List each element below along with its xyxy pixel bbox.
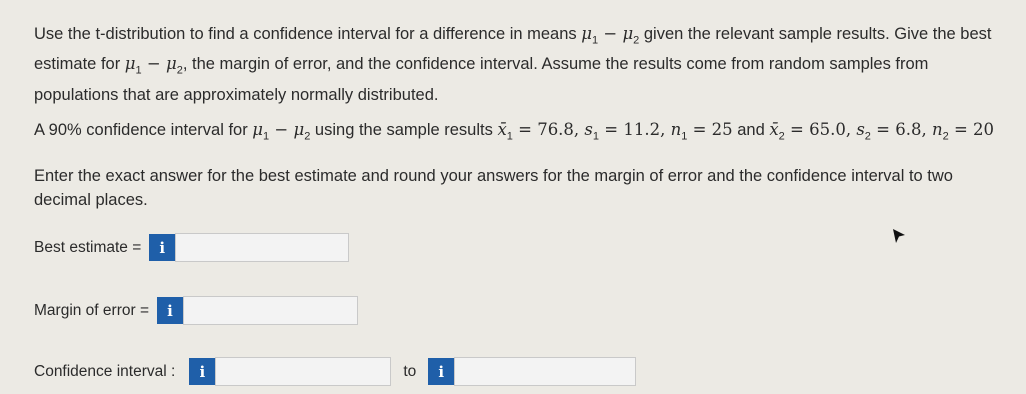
info-icon[interactable]: i	[157, 297, 183, 324]
x2-bar: x̄	[769, 120, 779, 139]
x1-bar: x̄	[497, 120, 507, 139]
answer-instructions: Enter the exact answer for the best estimate and round your answers for the margin of error and the confidence interval to two decimal places.	[34, 167, 953, 209]
confidence-interval-label: Confidence interval :	[34, 362, 176, 380]
ci-upper-input[interactable]	[454, 357, 636, 386]
margin-of-error-label: Margin of error =	[34, 301, 150, 319]
instructions-line-1: Use the t-distribution to find a confidence interval for a difference in means $\mu_1 - \mu_2$ given the relevant sample results. Give the best	[34, 24, 992, 47]
info-icon[interactable]: i	[428, 358, 454, 385]
info-icon[interactable]: i	[189, 358, 215, 385]
instructions-line-2: estimate for $\mu_1 - \mu_2$, the margin of error, and the confidence interval. Assume the results come from random samples from	[34, 54, 929, 77]
ci-lower-input[interactable]	[215, 357, 391, 386]
info-icon[interactable]: i	[149, 234, 175, 261]
to-label: to	[403, 362, 417, 380]
instructions-line-3: populations that are approximately normally distributed.	[34, 85, 439, 104]
best-estimate-input[interactable]	[175, 233, 349, 262]
margin-of-error-input[interactable]	[183, 296, 358, 325]
margin-of-error-row	[34, 296, 358, 325]
best-estimate-row	[34, 233, 349, 262]
confidence-interval-row	[34, 357, 636, 386]
instructions-paragraph	[34, 22, 1014, 107]
mu2-symbol: μ	[622, 24, 634, 43]
mu1-symbol: μ	[581, 24, 592, 43]
best-estimate-label: Best estimate =	[34, 238, 142, 256]
problem-statement: A 90% confidence interval for $\mu_1 - \mu_2$ using the sample results $x̄_1 = 76.8$, $s_1 = 11.2$, $n_1 = 25$ and $x̄_2 = 65.0$, $s_2 = 6.8$, $n_2 = 20$	[34, 120, 995, 143]
